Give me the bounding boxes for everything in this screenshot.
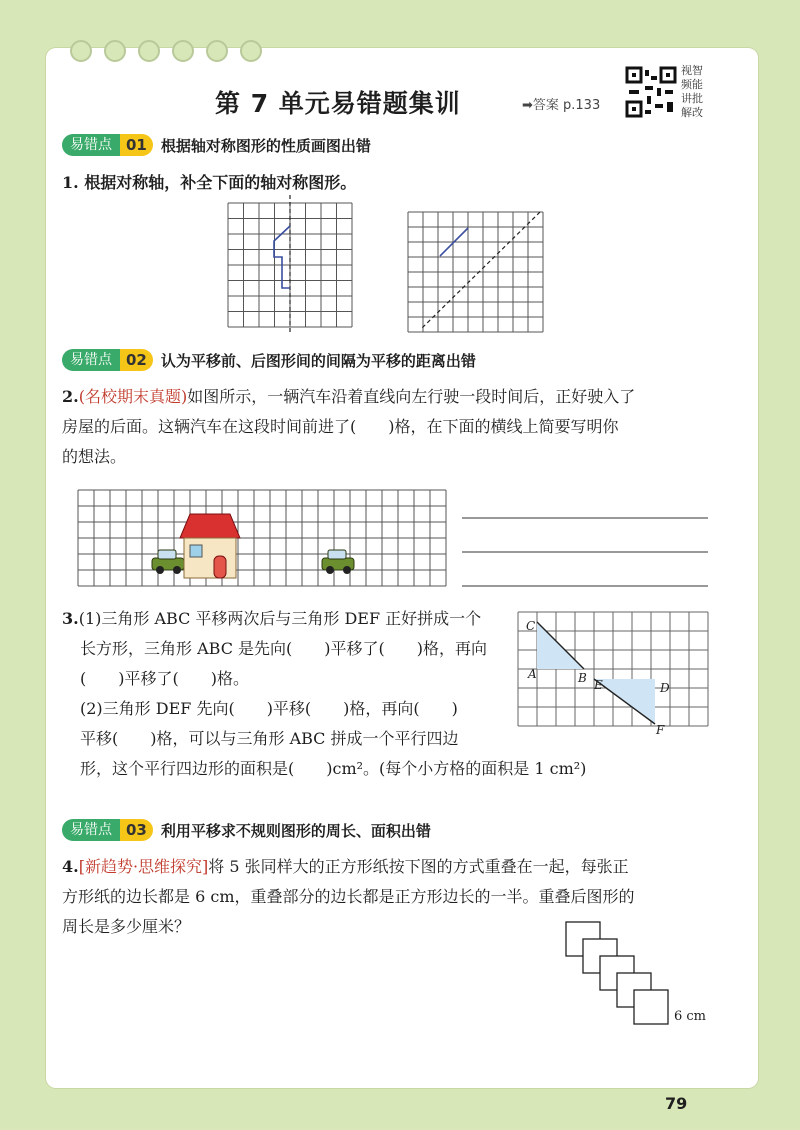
point-label-e: E: [594, 678, 603, 692]
answer-reference[interactable]: ➡答案 p.133: [522, 98, 601, 113]
question-line: 的想法。: [62, 447, 127, 466]
grid-figure-2: [408, 212, 546, 328]
car-window: [158, 550, 176, 559]
question-line: 房屋的后面。这辆汽车在这段时间前进了( )格，在下面的横线上简要写明你: [62, 417, 619, 436]
binder-ring: [206, 40, 228, 62]
tag-label: 易错点: [62, 349, 120, 371]
point-label-a: A: [528, 667, 537, 681]
section-tag-03: [62, 818, 431, 842]
answer-lines[interactable]: [462, 512, 710, 592]
half-shape: [274, 226, 290, 288]
question-line: 平移( )格，可以与三角形 ABC 拼成一个平行四边: [80, 729, 459, 748]
question-line: 方形纸的边长都是 6 cm，重叠部分的边长都是正方形边长的一半。重叠后图形的: [62, 887, 635, 906]
question-1-text: 1. 根据对称轴，补全下面的轴对称图形。: [62, 173, 357, 192]
car-wheel: [343, 566, 351, 574]
tag-number: 01: [120, 134, 153, 156]
page-number: 79: [665, 1094, 688, 1113]
question-line: 长方形，三角形 ABC 是先向( )平移了( )格，再向: [80, 639, 487, 658]
car-wheel: [173, 566, 181, 574]
question-source: [新趋势·思维探究]: [78, 857, 209, 876]
tag-number: 02: [120, 349, 153, 371]
tag-number: 03: [120, 819, 153, 841]
question-number: 3.: [62, 609, 79, 628]
tag-label: 易错点: [62, 134, 120, 156]
section-title: 根据轴对称图形的性质画图出错: [160, 136, 371, 155]
page-title: 第 7 单元易错题集训: [215, 89, 461, 118]
question-line: 将 5 张同样大的正方形纸按下图的方式重叠在一起，每张正: [208, 857, 629, 876]
house-window: [190, 545, 202, 557]
binder-ring: [138, 40, 160, 62]
question-3-text: [62, 604, 587, 784]
section-title: 认为平移前、后图形间的间隔为平移的距离出错: [160, 351, 476, 370]
point-label-c: C: [526, 619, 536, 633]
question-number: 4.: [62, 857, 79, 876]
diagonal-axis: [422, 212, 540, 328]
house-roof: [180, 514, 240, 538]
point-label-f: F: [656, 723, 665, 737]
section-tag-01: [62, 133, 371, 157]
car-house-grid: [78, 490, 446, 590]
question-line: ( )平移了( )格。: [80, 669, 249, 688]
question-number: 2.: [62, 387, 79, 406]
car-wheel: [326, 566, 334, 574]
section-tag-02: [62, 348, 476, 372]
section-title: 利用平移求不规则图形的周长、面积出错: [160, 821, 431, 840]
grid-figure-1: [228, 203, 352, 327]
point-label-b: B: [578, 671, 587, 685]
binder-ring: [70, 40, 92, 62]
question-2-text: [62, 382, 722, 472]
side-length-label: 6 cm: [674, 1009, 707, 1024]
qr-code-icon[interactable]: [625, 66, 677, 118]
question-line: (2)三角形 DEF 先向( )平移( )格，再向( ): [80, 699, 458, 718]
binder-ring: [172, 40, 194, 62]
question-line: 如图所示，一辆汽车沿着直线向左行驶一段时间后，正好驶入了: [187, 387, 636, 406]
question-line: (1)三角形 ABC 平移两次后与三角形 DEF 正好拼成一个: [78, 609, 482, 628]
triangle-grid: [518, 612, 710, 738]
point-label-d: D: [660, 681, 670, 695]
car-window: [328, 550, 346, 559]
car-wheel: [156, 566, 164, 574]
question-line: 形，这个平行四边形的面积是( )cm²。(每个小方格的面积是 1 cm²): [80, 759, 587, 778]
qr-caption: 视智频能讲批解改: [681, 64, 703, 119]
house-door: [214, 556, 226, 578]
question-line: 周长是多少厘米？: [62, 917, 191, 936]
house-wall: [184, 538, 236, 578]
binder-ring: [240, 40, 262, 62]
binder-ring: [104, 40, 126, 62]
tag-label: 易错点: [62, 819, 120, 841]
question-source: (名校期末真题): [78, 387, 188, 406]
